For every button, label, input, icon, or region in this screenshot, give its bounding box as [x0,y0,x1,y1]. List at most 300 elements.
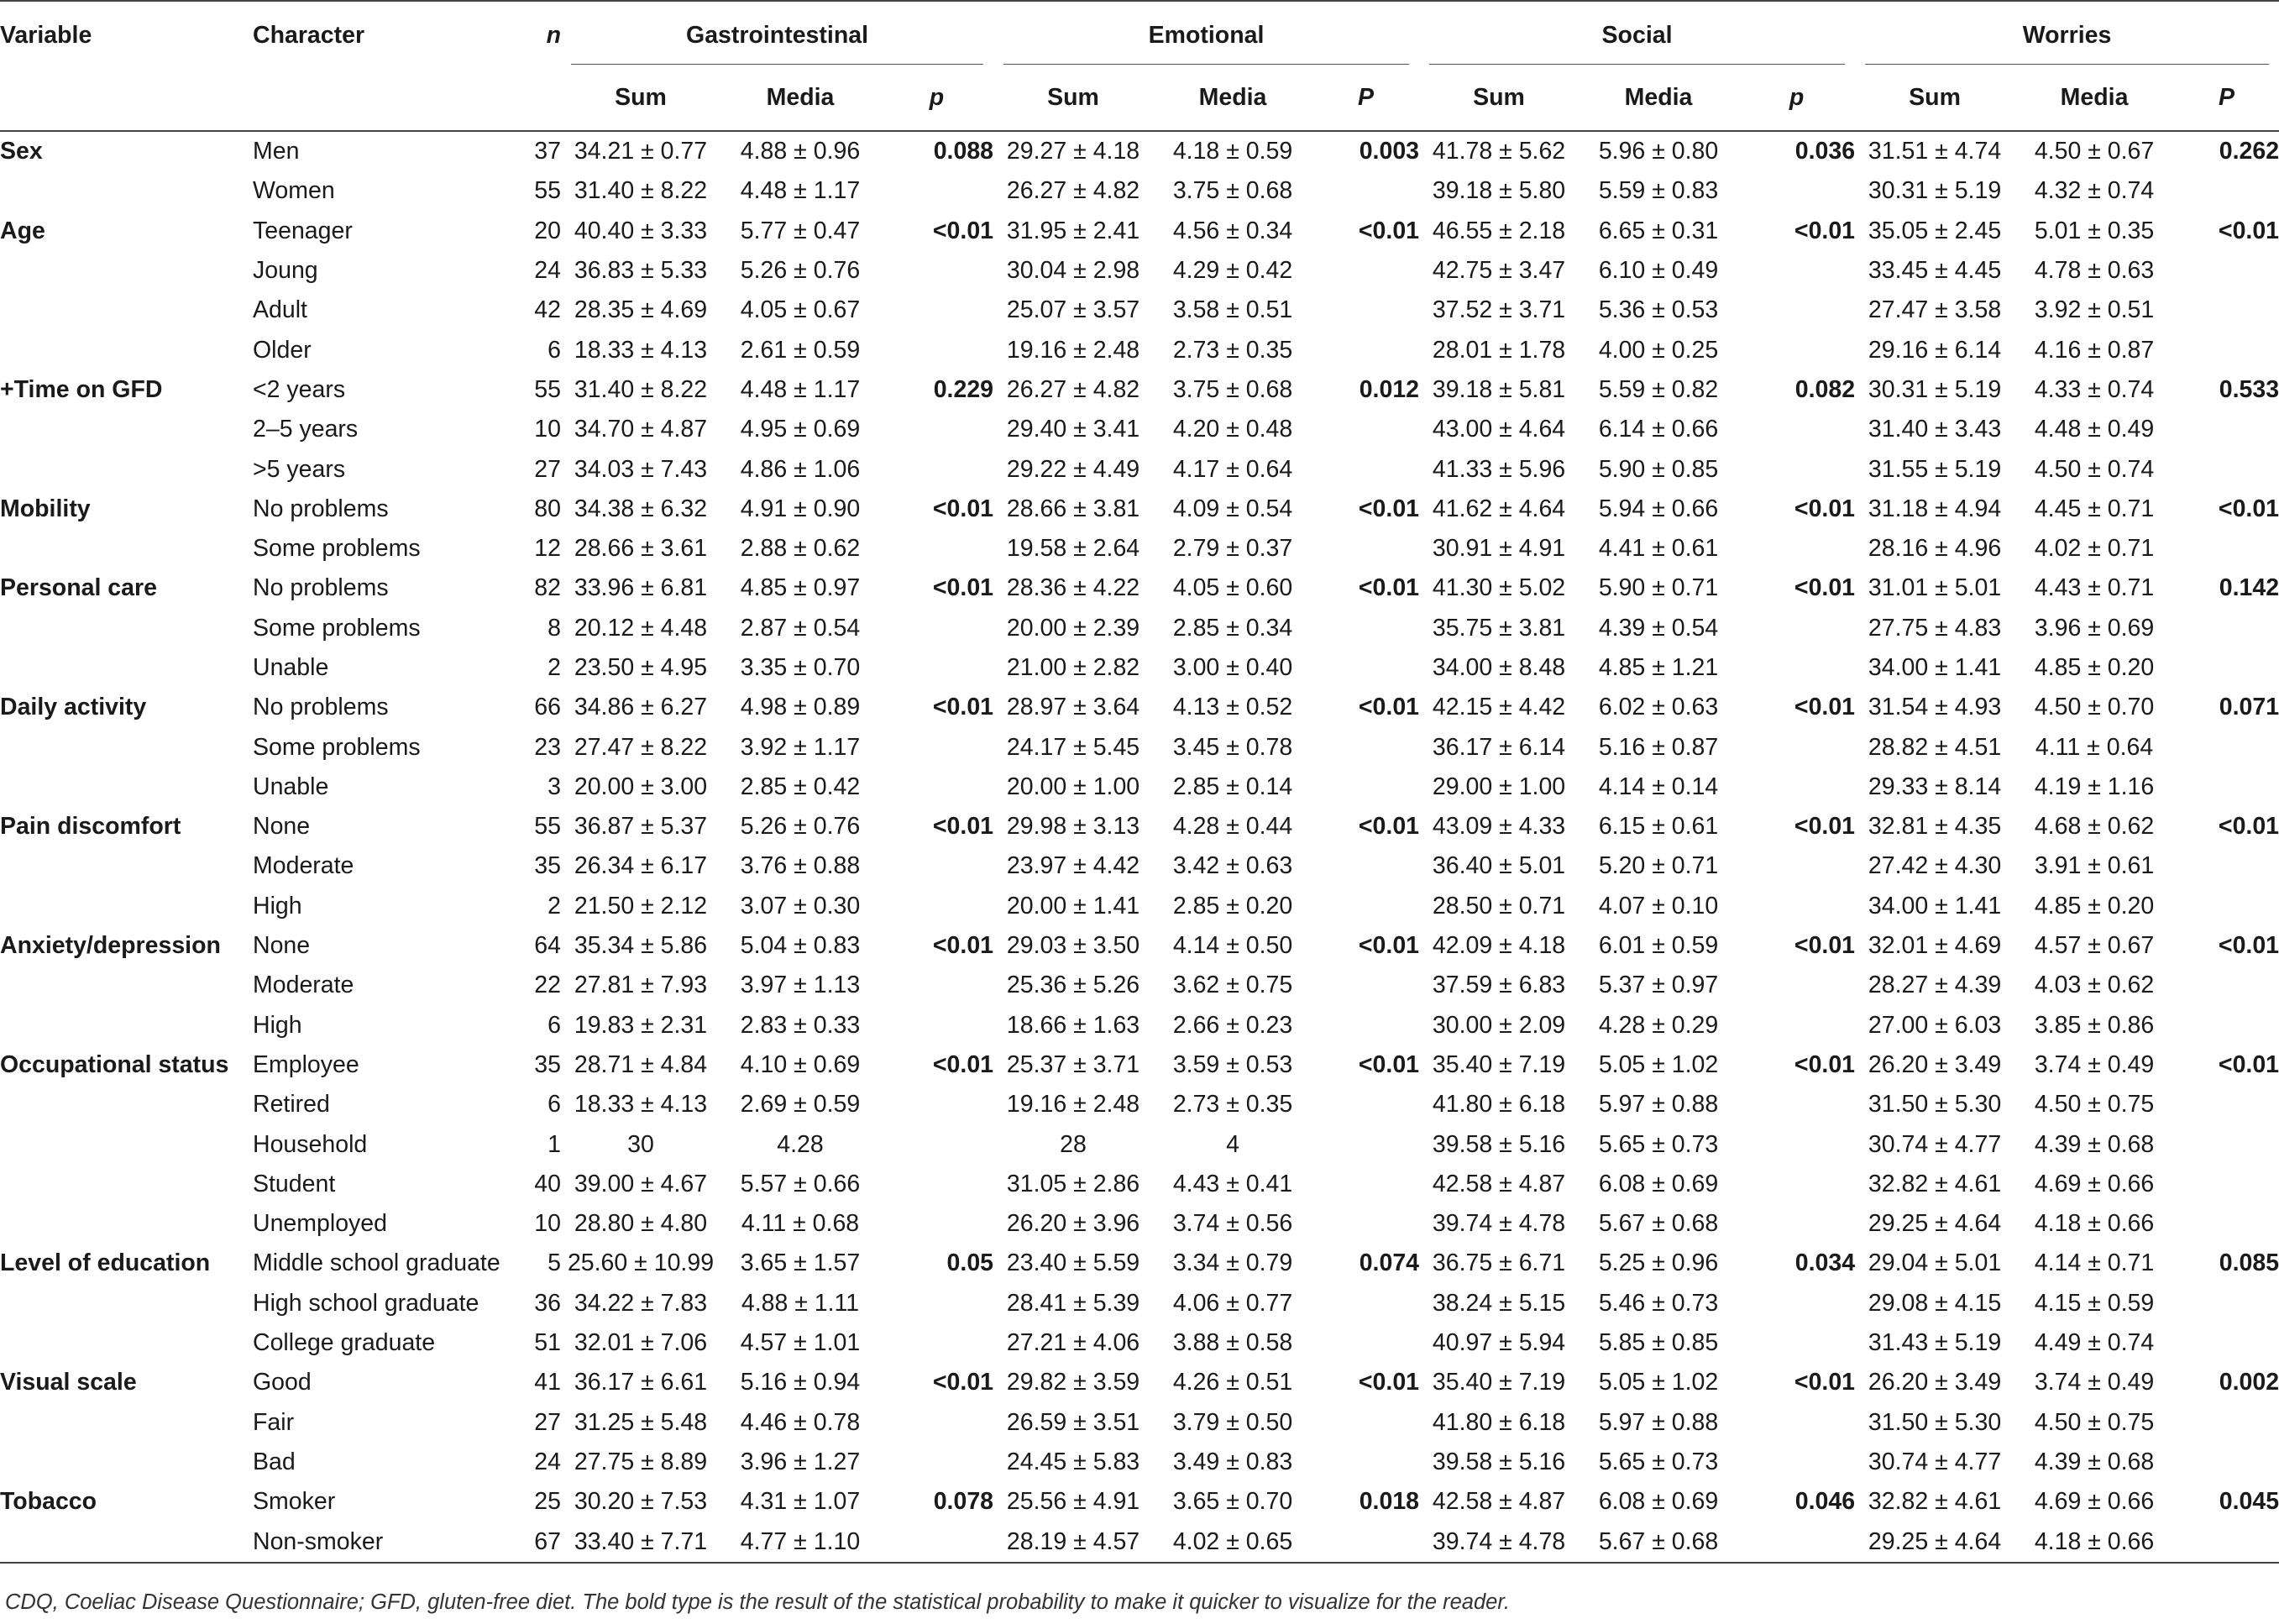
n-cell: 2 [547,892,561,919]
table-row [0,1403,2279,1443]
variable-cell: Pain discomfort [0,813,181,841]
emotional-media-cell: 2.73 ± 0.35 [1172,336,1293,364]
worries-sum-cell: 32.82 ± 4.61 [1868,1488,2002,1516]
emotional-p-value-cell [1312,846,1419,886]
social-sum-cell: 37.52 ± 3.71 [1432,296,1566,324]
social-sum-cell: 42.58 ± 4.87 [1432,1170,1566,1197]
gastrointestinal-media-cell: 4.28 [777,1130,824,1158]
variable-cell [0,1085,253,1124]
worries-sum-cell: 31.01 ± 5.01 [1868,574,2002,602]
emotional-p-value-cell [1312,171,1419,211]
gastrointestinal-p-value-cell: 0.088 [933,138,994,165]
header-group-gastrointestinal: Gastrointestinal [561,1,993,65]
gastrointestinal-p-value-cell [880,727,993,767]
table-row [0,887,2279,926]
emotional-media-cell: 4.09 ± 0.54 [1172,495,1293,522]
social-sum-cell: 39.74 ± 4.78 [1419,1522,1579,1562]
gastrointestinal-p-value-cell [880,609,993,648]
header-group-emotional: Emotional [993,1,1419,65]
gastrointestinal-sum-cell: 26.34 ± 6.17 [574,852,708,880]
social-media-cell: 6.08 ± 0.69 [1598,1170,1719,1197]
social-media-cell: 6.15 ± 0.61 [1598,813,1719,841]
n-cell: 36 [534,1289,561,1317]
emotional-sum-cell: 20.00 ± 1.41 [1006,892,1140,919]
n-cell: 6 [547,336,561,364]
gastrointestinal-media-cell: 2.83 ± 0.33 [740,1011,861,1039]
emotional-media-cell: 3.42 ± 0.63 [1172,852,1293,880]
gastrointestinal-p-value-cell [880,1204,993,1244]
emotional-media-cell: 3.79 ± 0.50 [1172,1408,1293,1436]
gastrointestinal-sum-cell: 32.01 ± 7.06 [574,1329,708,1357]
gastrointestinal-sum-cell: 20.12 ± 4.48 [574,614,708,642]
social-media-cell: 6.08 ± 0.69 [1598,1488,1719,1516]
emotional-p-value-cell: <0.01 [1358,1369,1420,1396]
worries-media-cell: 3.91 ± 0.61 [2034,852,2155,880]
emotional-media-cell: 4.56 ± 0.34 [1172,217,1293,244]
table-row [0,490,2279,529]
emotional-sum-cell: 20.00 ± 1.00 [1006,773,1140,800]
gastrointestinal-media-cell: 5.77 ± 0.47 [740,217,861,244]
social-p-value-cell [1738,1284,1855,1323]
worries-p-value-cell: <0.01 [2218,495,2279,522]
table-row [0,1522,2279,1562]
social-p-value-cell [1738,410,1855,449]
gastrointestinal-media-cell: 4.95 ± 0.69 [740,416,861,443]
emotional-p-value-cell [1312,1284,1419,1323]
gastrointestinal-media-cell: 3.35 ± 0.70 [740,654,861,681]
gastrointestinal-p-value-cell [880,1323,993,1363]
emotional-media-cell: 3.59 ± 0.53 [1172,1050,1293,1078]
social-media-cell: 5.59 ± 0.82 [1598,375,1719,403]
social-sum-cell: 43.09 ± 4.33 [1432,813,1566,841]
emotional-sum-cell: 19.58 ± 2.64 [1006,535,1140,563]
worries-sum-cell: 27.47 ± 3.58 [1868,296,2002,324]
gastrointestinal-p-value-cell: <0.01 [932,1050,994,1078]
gastrointestinal-media-cell: 4.88 ± 1.11 [741,1289,860,1317]
social-media-cell: 5.25 ± 0.96 [1598,1249,1719,1277]
worries-p-value-cell: 0.262 [2219,138,2279,165]
social-sum-cell: 35.40 ± 7.19 [1432,1369,1566,1396]
emotional-sum-cell: 25.37 ± 3.71 [1006,1050,1140,1078]
emotional-sum-cell: 29.40 ± 3.41 [1006,416,1140,443]
header-p: p [1738,65,1855,131]
social-media-cell: 4.07 ± 0.10 [1598,892,1719,919]
n-cell: 67 [515,1522,561,1562]
social-p-value-cell: <0.01 [1794,1369,1856,1396]
gastrointestinal-p-value-cell [880,1085,993,1124]
table-row [0,609,2279,648]
emotional-sum-cell: 28 [1060,1130,1087,1158]
emotional-p-value-cell [1312,1204,1419,1244]
worries-sum-cell: 28.82 ± 4.51 [1868,733,2002,761]
worries-media-cell: 4.85 ± 0.20 [2034,654,2155,681]
emotional-p-value-cell: 0.018 [1359,1488,1420,1516]
table-row [0,1482,2279,1522]
social-p-value-cell [1738,767,1855,807]
social-sum-cell: 46.55 ± 2.18 [1432,217,1566,244]
worries-sum-cell: 31.54 ± 4.93 [1868,694,2002,721]
social-media-cell: 4.14 ± 0.14 [1598,773,1719,800]
header-p: P [1312,65,1419,131]
header-sum: Sum [993,65,1153,131]
header-row-groups [0,1,2279,65]
gastrointestinal-media-cell: 3.96 ± 1.27 [740,1448,861,1475]
social-sum-cell: 35.40 ± 7.19 [1432,1050,1566,1078]
emotional-media-cell: 4.26 ± 0.51 [1172,1369,1293,1396]
gastrointestinal-sum-cell: 18.33 ± 4.13 [574,336,708,364]
social-sum-cell: 42.75 ± 3.47 [1432,257,1566,285]
emotional-media-cell: 2.79 ± 0.37 [1172,535,1293,563]
social-media-cell: 5.90 ± 0.85 [1598,455,1719,483]
variable-cell [0,1204,253,1244]
emotional-media-cell: 4.29 ± 0.42 [1172,257,1293,285]
emotional-sum-cell: 27.21 ± 4.06 [1006,1329,1140,1357]
n-cell: 37 [534,138,561,165]
gastrointestinal-media-cell: 4.91 ± 0.90 [740,495,861,522]
table-row [0,1244,2279,1283]
emotional-media-cell: 3.34 ± 0.79 [1172,1249,1293,1277]
table-row [0,966,2279,1005]
table-row [0,846,2279,886]
character-cell: Student [253,1170,336,1197]
emotional-p-value-cell [1312,609,1419,648]
n-cell: 41 [534,1369,561,1396]
emotional-media-cell: 3.58 ± 0.51 [1172,296,1293,324]
gastrointestinal-media-cell: 2.88 ± 0.62 [740,535,861,563]
n-cell: 27 [534,455,561,483]
emotional-media-cell: 4.28 ± 0.44 [1172,813,1293,841]
emotional-sum-cell: 24.45 ± 5.83 [1006,1448,1140,1475]
variable-cell: Personal care [0,574,157,602]
social-media-cell: 5.65 ± 0.73 [1598,1130,1719,1158]
emotional-sum-cell: 26.27 ± 4.82 [1006,177,1140,205]
emotional-p-value-cell: 0.003 [1359,138,1420,165]
worries-sum-cell: 29.33 ± 8.14 [1868,773,2002,800]
n-cell: 24 [534,1448,561,1475]
gastrointestinal-p-value-cell: <0.01 [932,1369,994,1396]
worries-media-cell: 4.03 ± 0.62 [2034,972,2155,999]
social-media-cell: 5.67 ± 0.68 [1598,1210,1719,1238]
worries-media-cell: 4.50 ± 0.75 [2034,1091,2155,1118]
n-cell: 55 [534,375,561,403]
social-sum-cell: 36.40 ± 5.01 [1432,852,1566,880]
table-row [0,1323,2279,1363]
gastrointestinal-media-cell: 4.31 ± 1.07 [740,1488,861,1516]
worries-p-value-cell [2174,529,2279,568]
gastrointestinal-p-value-cell: <0.01 [932,694,994,721]
emotional-media-cell: 4.13 ± 0.52 [1172,694,1293,721]
emotional-p-value-cell [1312,1165,1419,1204]
character-cell: Fair [253,1408,295,1436]
gastrointestinal-media-cell: 4.46 ± 0.78 [740,1408,861,1436]
table-row [0,330,2279,369]
n-cell: 55 [534,813,561,841]
gastrointestinal-p-value-cell [880,1522,993,1562]
emotional-p-value-cell [1312,410,1419,449]
gastrointestinal-p-value-cell [880,887,993,926]
gastrointestinal-media-cell: 4.48 ± 1.17 [740,177,861,205]
social-media-cell: 5.94 ± 0.66 [1598,495,1719,522]
table-row [0,1284,2279,1323]
worries-media-cell: 3.74 ± 0.49 [2034,1050,2155,1078]
gastrointestinal-media-cell: 4.88 ± 0.96 [740,138,861,165]
social-media-cell: 6.65 ± 0.31 [1598,217,1719,244]
worries-media-cell: 4.16 ± 0.87 [2034,336,2155,364]
social-sum-cell: 42.58 ± 4.87 [1432,1488,1566,1516]
emotional-sum-cell: 28.19 ± 4.57 [993,1522,1153,1562]
n-cell: 66 [534,694,561,721]
emotional-media-cell: 3.75 ± 0.68 [1172,375,1293,403]
worries-p-value-cell: 0.085 [2219,1249,2279,1277]
social-sum-cell: 42.09 ± 4.18 [1432,932,1566,960]
social-sum-cell: 41.33 ± 5.96 [1432,455,1566,483]
social-p-value-cell: 0.036 [1794,138,1856,165]
gastrointestinal-media-cell: 5.04 ± 0.83 [740,932,861,960]
worries-p-value-cell [2174,251,2279,291]
character-cell: High [253,1011,302,1039]
social-p-value-cell [1738,171,1855,211]
gastrointestinal-media-cell: 2.85 ± 0.42 [740,773,861,800]
gastrointestinal-sum-cell: 30.20 ± 7.53 [574,1488,708,1516]
emotional-sum-cell: 28.36 ± 4.22 [1006,574,1140,602]
social-sum-cell: 39.18 ± 5.81 [1432,375,1566,403]
variable-cell [0,1323,253,1363]
social-sum-cell: 36.17 ± 6.14 [1432,733,1566,761]
worries-sum-cell: 34.00 ± 1.41 [1868,892,2002,919]
n-cell: 6 [547,1011,561,1039]
gastrointestinal-sum-cell: 33.96 ± 6.81 [574,574,708,602]
worries-p-value-cell: 0.071 [2219,694,2279,721]
worries-p-value-cell [2174,1165,2279,1204]
variable-cell [0,767,253,807]
emotional-p-value-cell [1312,251,1419,291]
worries-p-value-cell [2174,171,2279,211]
header-media: Media [1579,65,1738,131]
worries-sum-cell: 32.01 ± 4.69 [1868,932,2002,960]
emotional-media-cell: 4.18 ± 0.59 [1172,138,1293,165]
worries-p-value-cell [2174,966,2279,1005]
emotional-p-value-cell [1312,449,1419,489]
character-cell: High [253,892,302,919]
n-cell: 80 [534,495,561,522]
header-p: p [880,65,993,131]
social-media-cell: 5.05 ± 1.02 [1598,1050,1719,1078]
emotional-sum-cell: 26.27 ± 4.82 [1006,375,1140,403]
worries-media-cell: 3.96 ± 0.69 [2034,614,2155,642]
header-media: Media [2014,65,2174,131]
emotional-media-cell: 4.43 ± 0.41 [1172,1170,1293,1197]
variable-cell: Daily activity [0,694,147,721]
worries-media-cell: 3.74 ± 0.49 [2034,1369,2155,1396]
social-p-value-cell [1738,1323,1855,1363]
social-sum-cell: 41.80 ± 6.18 [1432,1408,1566,1436]
gastrointestinal-sum-cell: 27.81 ± 7.93 [574,972,708,999]
table-row [0,449,2279,489]
social-p-value-cell: <0.01 [1794,932,1856,960]
social-media-cell: 5.46 ± 0.73 [1598,1289,1719,1317]
worries-sum-cell: 34.00 ± 1.41 [1868,654,2002,681]
header-sum: Sum [1419,65,1579,131]
emotional-sum-cell: 24.17 ± 5.45 [1006,733,1140,761]
n-cell: 27 [534,1408,561,1436]
character-cell: No problems [253,495,389,522]
social-media-cell: 6.01 ± 0.59 [1598,932,1719,960]
n-cell: 42 [534,296,561,324]
worries-sum-cell: 31.51 ± 4.74 [1868,138,2002,165]
social-p-value-cell [1738,1165,1855,1204]
worries-media-cell: 4.32 ± 0.74 [2034,177,2155,205]
gastrointestinal-p-value-cell [880,1006,993,1045]
worries-sum-cell: 26.20 ± 3.49 [1868,1369,2002,1396]
gastrointestinal-p-value-cell [880,1124,993,1164]
social-sum-cell: 37.59 ± 6.83 [1432,972,1566,999]
social-media-cell: 5.96 ± 0.80 [1598,138,1719,165]
emotional-media-cell: 4.17 ± 0.64 [1172,455,1293,483]
table-row [0,807,2279,846]
variable-cell [0,251,253,291]
gastrointestinal-p-value-cell [880,330,993,369]
gastrointestinal-media-cell: 5.26 ± 0.76 [740,257,861,285]
emotional-media-cell: 4.06 ± 0.77 [1172,1289,1293,1317]
emotional-sum-cell: 25.36 ± 5.26 [1006,972,1140,999]
gastrointestinal-sum-cell: 34.38 ± 6.32 [574,495,708,522]
emotional-p-value-cell: <0.01 [1358,217,1420,244]
n-cell: 23 [534,733,561,761]
worries-sum-cell: 26.20 ± 3.49 [1868,1050,2002,1078]
character-cell: Household [253,1130,368,1158]
worries-media-cell: 4.39 ± 0.68 [2034,1130,2155,1158]
variable-cell [0,410,253,449]
worries-media-cell: 4.18 ± 0.66 [2014,1522,2174,1562]
emotional-p-value-cell [1312,648,1419,688]
gastrointestinal-sum-cell: 40.40 ± 3.33 [574,217,708,244]
variable-cell [0,1284,253,1323]
social-p-value-cell [1738,330,1855,369]
worries-p-value-cell [2174,1403,2279,1443]
social-sum-cell: 39.74 ± 4.78 [1432,1210,1566,1238]
worries-p-value-cell: <0.01 [2218,932,2279,960]
emotional-media-cell: 3.00 ± 0.40 [1172,654,1293,681]
character-cell: Adult [253,296,307,324]
worries-sum-cell: 30.74 ± 4.77 [1868,1448,2002,1475]
gastrointestinal-sum-cell: 31.40 ± 8.22 [574,375,708,403]
social-p-value-cell [1738,449,1855,489]
table-row [0,568,2279,608]
emotional-p-value-cell [1312,291,1419,330]
worries-p-value-cell [2174,1323,2279,1363]
social-media-cell: 5.85 ± 0.85 [1598,1329,1719,1357]
gastrointestinal-p-value-cell [880,1165,993,1204]
worries-media-cell: 4.50 ± 0.75 [2034,1408,2155,1436]
worries-media-cell: 4.02 ± 0.71 [2034,535,2155,563]
table-row [0,370,2279,410]
social-sum-cell: 35.75 ± 3.81 [1432,614,1566,642]
gastrointestinal-p-value-cell [880,1284,993,1323]
gastrointestinal-sum-cell: 33.40 ± 7.71 [561,1522,720,1562]
table-row [0,1165,2279,1204]
table-row [0,251,2279,291]
table-footnote: CDQ, Coeliac Disease Questionnaire; GFD, gluten-free diet. The bold type is the result of the statistical probability to make it quicker to visualize for the reader. [5,1590,1510,1614]
worries-p-value-cell: 0.002 [2219,1369,2279,1396]
emotional-sum-cell: 29.82 ± 3.59 [1006,1369,1140,1396]
gastrointestinal-media-cell: 4.10 ± 0.69 [740,1050,861,1078]
table-row [0,529,2279,568]
character-cell: Some problems [253,535,421,563]
emotional-media-cell: 3.45 ± 0.78 [1172,733,1293,761]
worries-p-value-cell [2174,1085,2279,1124]
emotional-sum-cell: 23.40 ± 5.59 [1006,1249,1140,1277]
gastrointestinal-media-cell: 4.98 ± 0.89 [740,694,861,721]
gastrointestinal-p-value-cell [880,767,993,807]
gastrointestinal-sum-cell: 27.47 ± 8.22 [574,733,708,761]
worries-sum-cell: 27.00 ± 6.03 [1868,1011,2002,1039]
gastrointestinal-sum-cell: 36.83 ± 5.33 [574,257,708,285]
worries-sum-cell: 31.40 ± 3.43 [1868,416,2002,443]
character-cell: Unemployed [253,1210,388,1238]
emotional-sum-cell: 26.59 ± 3.51 [1006,1408,1140,1436]
variable-cell: +Time on GFD [0,375,163,403]
gastrointestinal-p-value-cell [880,648,993,688]
social-media-cell: 4.41 ± 0.61 [1598,535,1719,563]
worries-media-cell: 4.78 ± 0.63 [2034,257,2155,285]
social-p-value-cell [1738,648,1855,688]
table-row [0,1124,2279,1164]
social-p-value-cell [1738,251,1855,291]
gastrointestinal-media-cell: 3.65 ± 1.57 [740,1249,861,1277]
table-row [0,212,2279,251]
variable-cell: Mobility [0,495,91,522]
social-p-value-cell: 0.082 [1794,375,1856,403]
emotional-sum-cell: 31.95 ± 2.41 [1006,217,1140,244]
emotional-media-cell: 4.02 ± 0.65 [1153,1522,1312,1562]
social-media-cell: 6.02 ± 0.63 [1598,694,1719,721]
worries-sum-cell: 30.31 ± 5.19 [1868,177,2002,205]
social-sum-cell: 38.24 ± 5.15 [1432,1289,1566,1317]
worries-p-value-cell [2174,727,2279,767]
gastrointestinal-sum-cell: 39.00 ± 4.67 [574,1170,708,1197]
gastrointestinal-p-value-cell [880,1403,993,1443]
character-cell: Bad [253,1448,296,1475]
table-row [0,171,2279,211]
table-row [0,727,2279,767]
worries-p-value-cell [2174,1284,2279,1323]
emotional-sum-cell: 23.97 ± 4.42 [1006,852,1140,880]
social-p-value-cell [1738,966,1855,1005]
table-row [0,1363,2279,1402]
social-media-cell: 5.20 ± 0.71 [1598,852,1719,880]
social-sum-cell: 36.75 ± 6.71 [1432,1249,1566,1277]
character-cell: Unable [253,773,329,800]
worries-sum-cell: 32.82 ± 4.61 [1868,1170,2002,1197]
worries-media-cell: 3.92 ± 0.51 [2034,296,2155,324]
variable-cell [0,1522,253,1562]
emotional-sum-cell: 28.97 ± 3.64 [1006,694,1140,721]
table-row [0,1006,2279,1045]
social-media-cell: 6.10 ± 0.49 [1598,257,1719,285]
emotional-sum-cell: 31.05 ± 2.86 [1006,1170,1140,1197]
worries-p-value-cell: 0.533 [2219,375,2279,403]
character-cell: Retired [253,1091,330,1118]
emotional-p-value-cell: <0.01 [1358,574,1420,602]
variable-cell [0,609,253,648]
emotional-p-value-cell [1312,1085,1419,1124]
social-p-value-cell [1738,1124,1855,1164]
emotional-p-value-cell [1312,1403,1419,1443]
variable-cell: Occupational status [0,1050,229,1078]
header-sum: Sum [1855,65,2014,131]
character-cell: Smoker [253,1488,336,1516]
variable-cell [0,449,253,489]
